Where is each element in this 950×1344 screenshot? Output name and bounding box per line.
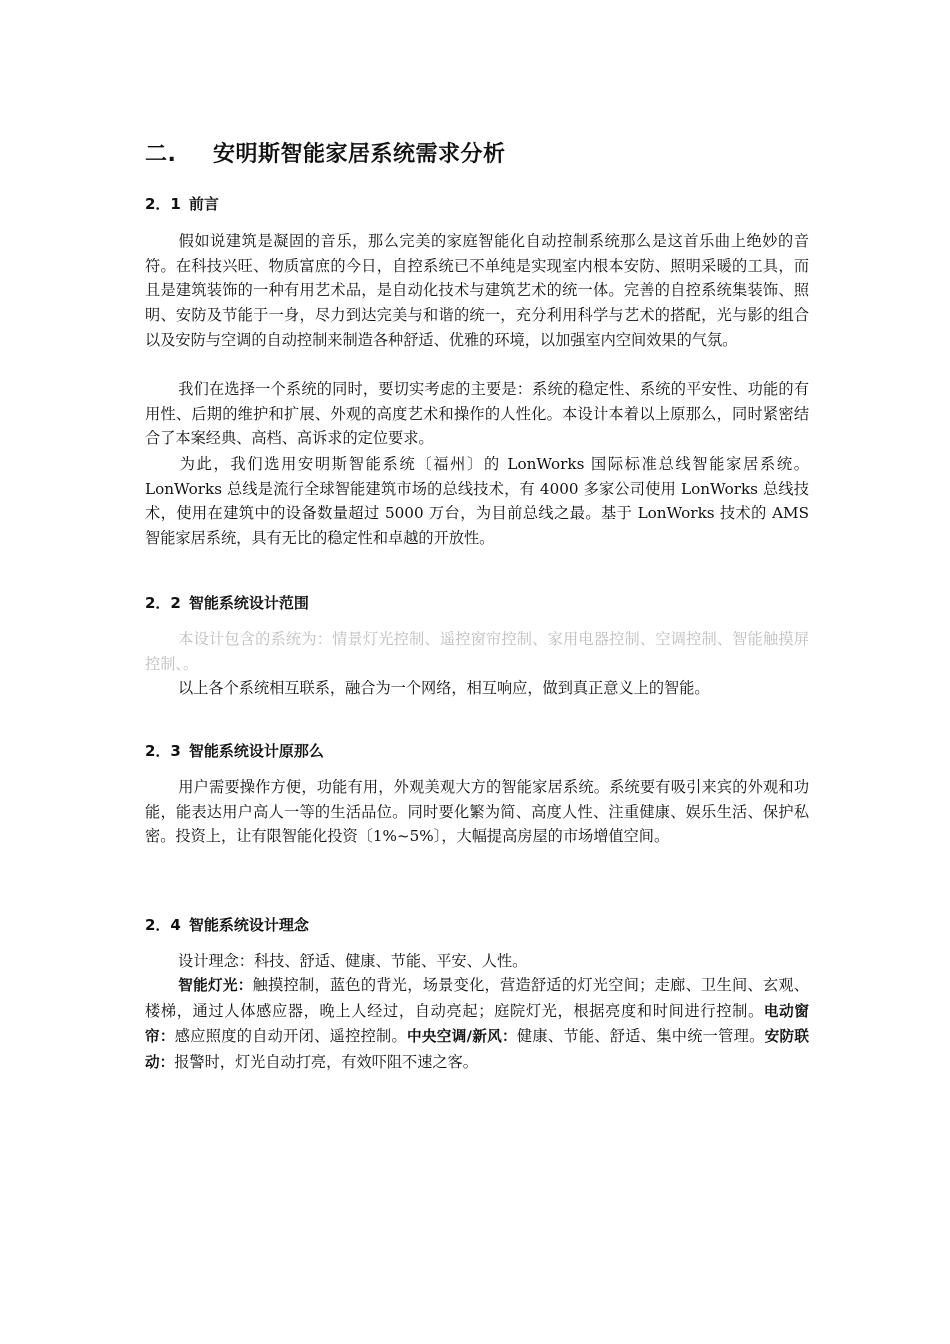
section-number: 2．1	[145, 195, 181, 213]
feature-text-lighting: 触摸控制，蓝色的背光，场景变化，营造舒适的灯光空间；走廊、卫生间、玄观、 楼梯，通过人体感应器，晚上人经过，自动亮起；庭院灯光，根据亮度和时间进行控制。	[145, 976, 809, 1020]
section-title: 智能系统设计原那么	[188, 742, 324, 760]
section-number: 2．4	[145, 916, 181, 934]
paragraph: 用户需要操作方便，功能有用，外观美观大方的智能家居系统。系统要有吸引来宾的外观和功能，能表达用户高人一等的生活品位。同时要化繁为简、高度人性、注重健康、娱乐生活、保护私密。投资上，让有限智能化投资〔1%~5%〕，大幅提高房屋的市场增值空间。	[145, 778, 809, 846]
feature-text-curtain: 感应照度的自动开闭、遥控控制。	[174, 1027, 408, 1046]
feature-label-lighting: 智能灯光：	[178, 977, 253, 994]
feature-label-security: 安防联动：	[145, 1028, 809, 1072]
section-number: 2．2	[145, 594, 181, 612]
paragraph: 设计理念：科技、舒适、健康、节能、平安、人性。	[178, 952, 528, 970]
paragraph: 以上各个系统相互联系，融合为一个网络，相互响应，做到真正意义上的智能。	[178, 679, 710, 697]
section-title: 智能系统设计范围	[188, 594, 309, 612]
section-number: 2．3	[145, 742, 181, 760]
paragraph: 我们在选择一个系统的同时，要切实考虑的主要是：系统的稳定性、系统的平安性、功能的有用性、后期的维护和扩展、外观的高度艺术和操作的人性化。本设计本着以上原那么，同时紧密结合了本案经典、高档、高诉求的定位要求。	[145, 380, 809, 448]
feature-label-curtain: 电动窗帘：	[145, 1002, 809, 1046]
chapter-title: 安明斯智能家居系统需求分析	[213, 142, 506, 167]
section-heading-2-1	[145, 193, 219, 214]
section-heading-2-3	[145, 740, 324, 761]
feature-text-security: 报警时，灯光自动打亮，有效吓阻不速之客。	[174, 1053, 478, 1072]
chapter-number: 二.	[145, 142, 177, 167]
features-paragraph	[145, 973, 809, 1076]
paragraph: 为此，我们选用安明斯智能系统〔福州〕的 LonWorks 国际标准总线智能家居系统。LonWorks 总线是流行全球智能建筑市场的总线技术，有 4000 多家公司使用 LonWorks 总线技术，使用在建筑中的设备数量超过 5000 万台，为目前总线之最。基于 LonWorks 技术的 AMS 智能家居系统，具有无比的稳定性和卓越的开放性。	[145, 455, 809, 548]
feature-text-hvac: 健康、节能、舒适、集中统一管理。	[516, 1027, 765, 1046]
section-heading-2-2	[145, 592, 309, 613]
paragraph: 假如说建筑是凝固的音乐，那么完美的家庭智能化自动控制系统那么是这首乐曲上绝妙的音符。在科技兴旺、物质富庶的今日，自控系统已不单纯是实现室内根本安防、照明采暖的工具，而且是建筑装饰的一种有用艺术品，是自动化技术与建筑艺术的统一体。完善的自控系统集装饰、照明、安防及节能于一身，尽力到达完美与和谐的统一，充分利用科学与艺术的搭配，光与影的组合以及安防与空调的自动控制来制造各种舒适、优雅的环境，以加强室内空间效果的气氛。	[145, 232, 809, 349]
chapter-heading	[145, 137, 506, 168]
paragraph-faint: 本设计包含的系统为：情景灯光控制、遥控窗帘控制、家用电器控制、空调控制、智能触摸屏控制、。	[145, 630, 809, 673]
section-heading-2-4	[145, 914, 309, 935]
section-title: 前言	[188, 195, 219, 213]
section-title: 智能系统设计理念	[188, 916, 309, 934]
feature-label-hvac: 中央空调/新风：	[407, 1028, 517, 1046]
